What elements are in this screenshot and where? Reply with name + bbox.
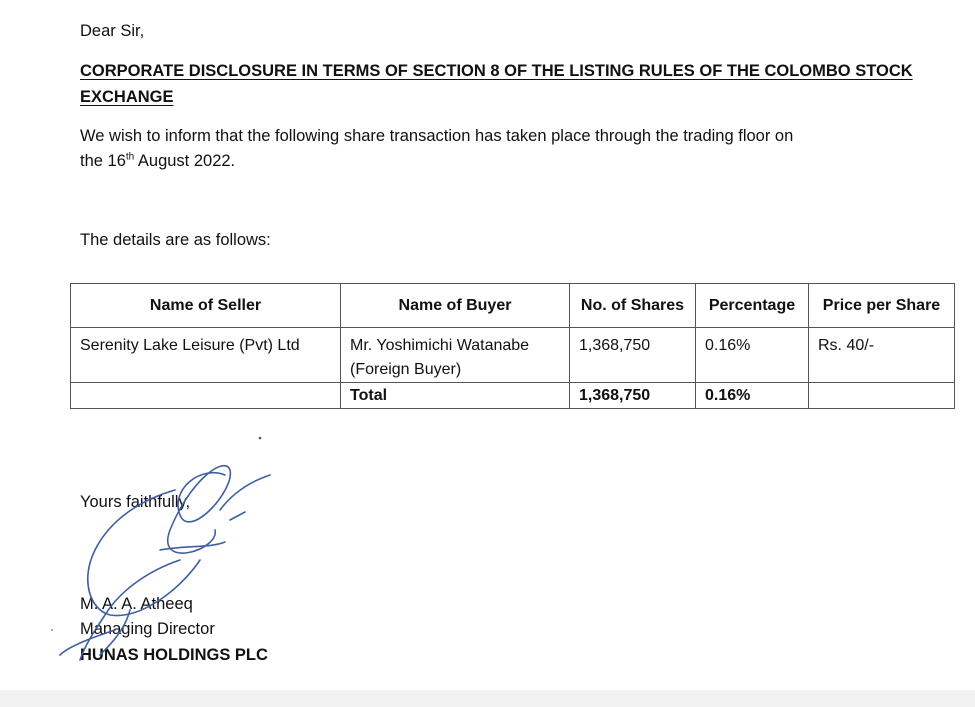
salutation: Dear Sir, [80, 22, 145, 40]
table-header-row [71, 284, 955, 328]
intro-date-ordinal: th [125, 151, 135, 163]
cell-shares: 1,368,750 [570, 328, 696, 383]
handwritten-signature [40, 430, 300, 680]
intro-line-2 [80, 151, 235, 171]
total-empty-price [809, 383, 955, 409]
header-buyer: Name of Buyer [341, 284, 570, 328]
table-row [71, 328, 955, 383]
cell-seller: Serenity Lake Leisure (Pvt) Ltd [71, 328, 341, 383]
total-percentage: 0.16% [696, 383, 809, 409]
intro-date-suffix: August 2022. [134, 152, 236, 170]
company-name: HUNAS HOLDINGS PLC [80, 646, 268, 664]
table-total-row [71, 383, 955, 409]
total-shares: 1,368,750 [570, 383, 696, 409]
heading-line-1: CORPORATE DISCLOSURE IN TERMS OF SECTION 8 OF THE LISTING RULES OF THE COLOMBO STOCK [80, 62, 913, 80]
header-shares: No. of Shares [570, 284, 696, 328]
header-percentage: Percentage [696, 284, 809, 328]
valediction: Yours faithfully, [80, 493, 191, 511]
header-seller: Name of Seller [71, 284, 341, 328]
details-intro: The details are as follows: [80, 231, 271, 249]
total-label: Total [341, 383, 570, 409]
cell-buyer-note: (Foreign Buyer) [350, 361, 462, 378]
cell-buyer-name: Mr. Yoshimichi Watanabe [350, 337, 530, 354]
signatory-name: M. A. A. Atheeq [80, 595, 193, 613]
intro-date-prefix: the 16 [80, 152, 126, 170]
cell-percentage: 0.16% [696, 328, 809, 383]
cell-buyer [341, 328, 570, 383]
page-bottom-band [0, 690, 975, 707]
header-price: Price per Share [809, 284, 955, 328]
intro-line-1: We wish to inform that the following share transaction has taken place through the trading floor on [80, 127, 794, 145]
share-transaction-table [70, 283, 955, 409]
total-empty-seller [71, 383, 341, 409]
cell-price: Rs. 40/- [809, 328, 955, 383]
heading-line-2: EXCHANGE [80, 88, 174, 106]
signatory-title: Managing Director [80, 620, 215, 638]
